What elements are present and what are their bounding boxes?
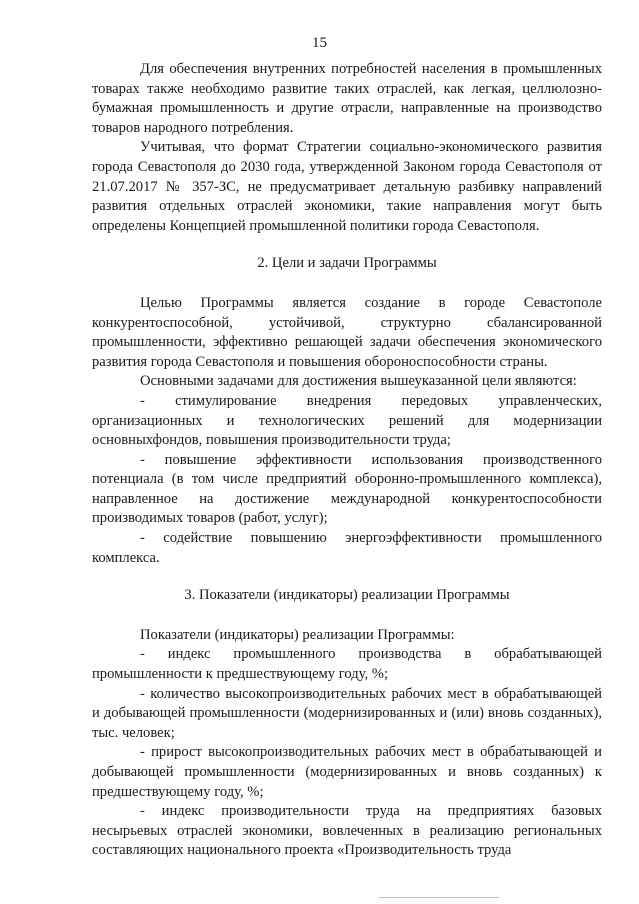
section-heading: 2. Цели и задачи Программы [257, 255, 437, 272]
list-item: - индекс промышленного производства в обрабатывающей промышленности к предшествующему году, %; [92, 646, 602, 683]
paragraph: Основными задачами для достижения вышеуказанной цели являются: [140, 373, 577, 390]
list-item: - прирост высокопроизводительных рабочих мест в обрабатывающей и добывающей промышленности (модернизированных и вновь созданных) к предшествующему году, %; [92, 744, 602, 800]
list-item: - индекс производительности труда на предприятиях базовых несырьевых отраслей экономики, вовлеченных в реализацию региональных составляющих национального проекта «Производительность труда [92, 803, 602, 859]
section-heading: 3. Показатели (индикаторы) реализации Программы [184, 587, 510, 604]
paragraph: Для обеспечения внутренних потребностей населения в промышленных товарах также необходимо развитие таких отраслей, как легкая, целлюлозно-бумажная промышленность и другие отрасли, направленные на производство товаров народного потребления. [92, 61, 602, 136]
list-item: - повышение эффективности использования производственного потенциала (в том числе предприятий оборонно-промышленного комплекса), направленное на достижение международной конкурентоспособности производимых товаров (работ, услуг); [92, 451, 602, 527]
paragraph: Учитывая, что формат Стратегии социально-экономического развития города Севастополя до 2030 года, утвержденной Законом города Севастополя от 21.07.2017 № 357-ЗС, не предусматривает детальную разбивку направлений развития отдельных отраслей экономики, такие направления могут быть определены Концепцией промышленной политики города Севастополя. [92, 139, 602, 234]
document-body [92, 60, 602, 861]
paragraph: Целью Программы является создание в городе Севастополе конкурентоспособной, устойчивой, структурно сбалансированной промышленности, эффективно решающей задачи обеспечения экономического развития города Севастополя и повышения обороноспособности страны. [92, 294, 602, 370]
paragraph: Показатели (индикаторы) реализации Программы: [140, 626, 455, 643]
page-number: 15 [312, 35, 327, 51]
list-item: - стимулирование внедрения передовых управленческих, организационных и технологических решений для модернизации основныхфондов, повышения производительности труда; [92, 392, 602, 449]
list-item: - содействие повышению энергоэффективности промышленного комплекса. [92, 530, 602, 566]
list-item: - количество высокопроизводительных рабочих мест в обрабатывающей и добывающей промышленности (модернизированных и (или) вновь созданных), тыс. человек; [92, 685, 602, 741]
scan-edge-line [379, 897, 499, 898]
